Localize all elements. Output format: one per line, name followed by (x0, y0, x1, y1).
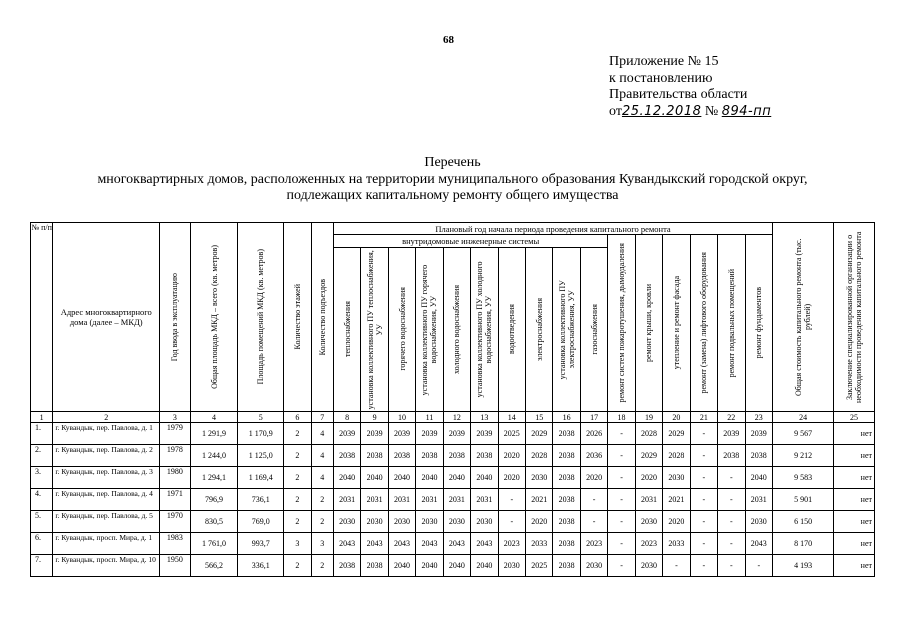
column-number: 18 (608, 412, 635, 423)
table-cell: 2020 (635, 467, 662, 489)
header-floors: Количество этажей (284, 223, 311, 412)
table-cell: - (690, 445, 717, 467)
table-cell: - (690, 489, 717, 511)
row-number-cell: 1. (31, 423, 53, 445)
table-cell: 2028 (635, 423, 662, 445)
column-number: 10 (388, 412, 415, 423)
column-number: 6 (284, 412, 311, 423)
row-number-cell: 6. (31, 533, 53, 555)
table-row (31, 511, 875, 533)
row-number-cell: 3. (31, 467, 53, 489)
header-total-cost: Общая стоимость капитального ремонта (тыс. рублей) (773, 223, 834, 412)
table-cell: 2 (311, 511, 333, 533)
column-number: 16 (553, 412, 580, 423)
table-cell: 2030 (471, 511, 498, 533)
table-cell: 2023 (635, 533, 662, 555)
table-cell: 2038 (333, 445, 360, 467)
table-cell: 2030 (388, 511, 415, 533)
table-cell: 2038 (745, 445, 773, 467)
table-cell: 2038 (333, 555, 360, 577)
table-cell: 2030 (663, 467, 690, 489)
table-cell: 2040 (745, 467, 773, 489)
table-cell: 2 (311, 555, 333, 577)
table-cell: - (608, 423, 635, 445)
table-cell: 2033 (526, 533, 553, 555)
table-cell: 2029 (526, 423, 553, 445)
table-cell: - (690, 533, 717, 555)
header-address: Адрес многоквартирного дома (далее – МКД) (53, 223, 160, 412)
table-cell: 3 (284, 533, 311, 555)
table-cell: 1971 (160, 489, 191, 511)
table-row (31, 555, 875, 577)
header-hot-water-meter: установка коллективного ПУ горячего водоснабжения, УУ (416, 247, 443, 411)
table-cell: 1 761,0 (190, 533, 238, 555)
table-cell: 2031 (443, 489, 470, 511)
table-row (31, 445, 875, 467)
table-cell: 2040 (388, 555, 415, 577)
page-number: 68 (443, 34, 454, 46)
table-cell: 2030 (443, 511, 470, 533)
appendix-line-2: к постановлению (609, 70, 713, 86)
table-cell: 2023 (498, 533, 525, 555)
table-cell: 2021 (526, 489, 553, 511)
table-cell: 1978 (160, 445, 191, 467)
table-cell: 1 291,9 (190, 423, 238, 445)
column-number: 17 (580, 412, 607, 423)
column-number: 22 (718, 412, 745, 423)
table-cell: 2 (284, 445, 311, 467)
table-cell: 2040 (361, 467, 388, 489)
table-cell: 2038 (718, 445, 745, 467)
table-cell: 2029 (635, 445, 662, 467)
row-number-cell: 4. (31, 489, 53, 511)
appendix-header (609, 54, 771, 120)
table-cell: 769,0 (238, 511, 284, 533)
column-number: 8 (333, 412, 360, 423)
table-cell: 2030 (635, 555, 662, 577)
table-cell: 2025 (526, 555, 553, 577)
table-cell: 5 901 (773, 489, 834, 511)
table-cell: 1980 (160, 467, 191, 489)
document-subtitle-line-2: подлежащих капитальному ремонту общего имущества (286, 188, 619, 203)
header-premises-area: Площадь помещений МКД (кв. метров) (238, 223, 284, 412)
column-number: 19 (635, 412, 662, 423)
table-cell: 2040 (471, 555, 498, 577)
document-title: Перечень (424, 155, 481, 170)
table-cell: 2043 (388, 533, 415, 555)
table-cell: 1 169,4 (238, 467, 284, 489)
table-cell: 4 (311, 445, 333, 467)
address-cell: г. Кувандык, пер. Павлова, д. 3 (53, 467, 160, 489)
header-elevator: ремонт (замена) лифтового оборудования (690, 235, 717, 412)
address-cell: г. Кувандык, пер. Павлова, д. 4 (53, 489, 160, 511)
table-cell: 2030 (333, 511, 360, 533)
row-number-cell: 7. (31, 555, 53, 577)
table-cell: 2043 (333, 533, 360, 555)
table-cell: 2028 (526, 445, 553, 467)
header-cold-water-meter: установка коллективного ПУ холодного водоснабжения, УУ (471, 247, 498, 411)
table-cell: 2038 (553, 445, 580, 467)
table-cell: 1950 (160, 555, 191, 577)
table-cell: 2021 (663, 489, 690, 511)
table-cell: 2039 (416, 423, 443, 445)
address-cell: г. Кувандык, просп. Мира, д. 10 (53, 555, 160, 577)
column-number: 14 (498, 412, 525, 423)
table-cell: 2040 (443, 555, 470, 577)
table-cell: - (608, 489, 635, 511)
table-cell: 1983 (160, 533, 191, 555)
header-electricity: электроснабжения (526, 247, 553, 411)
table-cell: 9 583 (773, 467, 834, 489)
table-cell: 2 (284, 489, 311, 511)
table-cell: 2039 (333, 423, 360, 445)
table-row (31, 489, 875, 511)
column-number: 23 (745, 412, 773, 423)
table-cell: 2030 (498, 555, 525, 577)
table-cell: 6 150 (773, 511, 834, 533)
table-cell: 2038 (361, 555, 388, 577)
table-cell: нет (834, 533, 875, 555)
table-cell: 2040 (388, 467, 415, 489)
table-cell: 8 170 (773, 533, 834, 555)
address-cell: г. Кувандык, пер. Павлова, д. 2 (53, 445, 160, 467)
table-cell: 2030 (526, 467, 553, 489)
table-cell: 736,1 (238, 489, 284, 511)
table-cell: 2 (284, 511, 311, 533)
table-cell: 2030 (745, 511, 773, 533)
table-cell: - (608, 445, 635, 467)
table-cell: - (608, 511, 635, 533)
table-cell: - (718, 489, 745, 511)
table-cell: - (690, 511, 717, 533)
column-number: 24 (773, 412, 834, 423)
table-cell: - (718, 467, 745, 489)
column-number: 5 (238, 412, 284, 423)
table-cell: 2043 (361, 533, 388, 555)
table-cell: 2029 (663, 423, 690, 445)
column-number: 1 (31, 412, 53, 423)
header-gas: газоснабжения (580, 247, 607, 411)
table-cell: 2043 (416, 533, 443, 555)
table-cell: 2040 (416, 467, 443, 489)
table-cell: 2026 (580, 423, 607, 445)
header-planned-year: Плановый год начала периода проведения капитального ремонта (333, 223, 772, 235)
table-cell: 2038 (553, 423, 580, 445)
table-cell: 2020 (526, 511, 553, 533)
table-cell: - (745, 555, 773, 577)
table-cell: нет (834, 555, 875, 577)
column-number: 9 (361, 412, 388, 423)
column-number: 13 (471, 412, 498, 423)
table-cell: 2039 (443, 423, 470, 445)
table-cell: нет (834, 511, 875, 533)
table-cell: - (718, 533, 745, 555)
table-cell: 336,1 (238, 555, 284, 577)
column-number: 4 (190, 412, 238, 423)
row-number-cell: 2. (31, 445, 53, 467)
table-cell: 2030 (416, 511, 443, 533)
table-row (31, 533, 875, 555)
address-cell: г. Кувандык, просп. Мира, д. 1 (53, 533, 160, 555)
table-cell: 2031 (361, 489, 388, 511)
header-drainage: водоотведения (498, 247, 525, 411)
table-cell: 2033 (663, 533, 690, 555)
appendix-line-1: Приложение № 15 (609, 54, 719, 69)
table-cell: 2020 (498, 467, 525, 489)
table-cell: - (690, 555, 717, 577)
table-cell: 2031 (333, 489, 360, 511)
table-cell: - (690, 423, 717, 445)
column-number: 11 (416, 412, 443, 423)
header-foundation: ремонт фундаментов (745, 235, 773, 412)
table-cell: 2043 (745, 533, 773, 555)
table-cell: 2 (284, 423, 311, 445)
column-number: 20 (663, 412, 690, 423)
table-cell: 2 (311, 489, 333, 511)
table-cell: 993,7 (238, 533, 284, 555)
table-cell: - (498, 489, 525, 511)
table-cell: 9 212 (773, 445, 834, 467)
table-cell: 3 (311, 533, 333, 555)
table-cell: 2038 (553, 511, 580, 533)
header-heating: теплоснабжения (333, 247, 360, 411)
table-cell: - (608, 533, 635, 555)
table-cell: 2038 (553, 489, 580, 511)
table-cell: - (498, 511, 525, 533)
table-cell: - (580, 489, 607, 511)
table-cell: 2038 (443, 445, 470, 467)
table-cell: 2038 (416, 445, 443, 467)
table-cell: 2039 (388, 423, 415, 445)
table-cell: 2031 (635, 489, 662, 511)
header-roof: ремонт крыши, кровли (635, 235, 662, 412)
table-cell: 4 (311, 467, 333, 489)
header-entrances: Количество подъездов (311, 223, 333, 412)
table-cell: 2 (284, 555, 311, 577)
table-cell: 2031 (745, 489, 773, 511)
table-row (31, 467, 875, 489)
table-cell: 1 170,9 (238, 423, 284, 445)
header-cold-water: холодного водоснабжения (443, 247, 470, 411)
table-cell: 796,9 (190, 489, 238, 511)
table-cell: 2039 (745, 423, 773, 445)
table-cell: нет (834, 489, 875, 511)
column-number: 12 (443, 412, 470, 423)
table-cell: 2031 (388, 489, 415, 511)
table-cell: 4 193 (773, 555, 834, 577)
column-number: 25 (834, 412, 875, 423)
appendix-number-sign: № (704, 103, 719, 119)
row-number-cell: 5. (31, 511, 53, 533)
header-electricity-meter: установка коллективного ПУ электроснабжения, УУ (553, 247, 580, 411)
table-cell: 2030 (361, 511, 388, 533)
table-cell: - (718, 511, 745, 533)
appendix-line-3: Правительства области (609, 87, 748, 102)
table-cell: - (580, 511, 607, 533)
document-subtitle-line-1: многоквартирных домов, расположенных на территории муниципального образования Кувандыкский городской округ, (97, 172, 808, 187)
table-cell: 2030 (635, 511, 662, 533)
header-facade: утепление и ремонт фасада (663, 235, 690, 412)
table-cell: 830,5 (190, 511, 238, 533)
table-cell: 2036 (580, 445, 607, 467)
table-cell: - (718, 555, 745, 577)
appendix-line-4 (609, 104, 771, 121)
column-number-row (31, 412, 875, 423)
table-cell: - (608, 467, 635, 489)
table-cell: 2020 (663, 511, 690, 533)
table-cell: - (663, 555, 690, 577)
table-cell: 2 (284, 467, 311, 489)
table-cell: 2025 (498, 423, 525, 445)
header-fire-systems: ремонт систем пожаротушения, дымоудаления (608, 235, 635, 412)
table-cell: - (608, 555, 635, 577)
table-cell: 2038 (471, 445, 498, 467)
header-total-area: Общая площадь МКД – всего (кв. метров) (190, 223, 238, 412)
appendix-date-prefix: от (609, 103, 622, 119)
table-cell: нет (834, 467, 875, 489)
table-cell: 2043 (443, 533, 470, 555)
table-cell: 2038 (388, 445, 415, 467)
table-cell: 2028 (663, 445, 690, 467)
header-basement: ремонт подвальных помещений (718, 235, 745, 412)
table-cell: нет (834, 423, 875, 445)
column-number: 2 (53, 412, 160, 423)
table-cell: 2020 (580, 467, 607, 489)
table-cell: 2038 (553, 555, 580, 577)
table-cell: 2043 (471, 533, 498, 555)
table-cell: 2040 (333, 467, 360, 489)
table-cell: 2038 (553, 533, 580, 555)
column-number: 15 (526, 412, 553, 423)
table-cell: 2039 (471, 423, 498, 445)
table-cell: - (690, 467, 717, 489)
appendix-date: 25.12.2018 (621, 103, 702, 119)
column-number: 3 (160, 412, 191, 423)
table-cell: 2038 (361, 445, 388, 467)
address-cell: г. Кувандык, пер. Павлова, д. 1 (53, 423, 160, 445)
table-cell: 1 244,0 (190, 445, 238, 467)
table-cell: 1 125,0 (238, 445, 284, 467)
table-cell: 2023 (580, 533, 607, 555)
column-number: 21 (690, 412, 717, 423)
table-cell: 2038 (553, 467, 580, 489)
column-number: 7 (311, 412, 333, 423)
table-cell: 2031 (416, 489, 443, 511)
table-cell: 2031 (471, 489, 498, 511)
header-heating-meter: установка коллективного ПУ теплоснабжения, УУ (361, 247, 388, 411)
table-cell: 9 567 (773, 423, 834, 445)
header-hot-water: горячего водоснабжения (388, 247, 415, 411)
header-year: Год ввода в эксплуатацию (160, 223, 191, 412)
header-engineering-systems: внутридомовые инженерные системы (333, 235, 607, 248)
table-cell: 1979 (160, 423, 191, 445)
table-cell: 2039 (718, 423, 745, 445)
table-cell: 566,2 (190, 555, 238, 577)
table-cell: 2040 (416, 555, 443, 577)
table-cell: 4 (311, 423, 333, 445)
address-cell: г. Кувандык, пер. Павлова, д. 5 (53, 511, 160, 533)
table-cell: 2039 (361, 423, 388, 445)
header-no: № п/п (31, 223, 53, 412)
repair-table (30, 222, 875, 577)
table-cell: 1 294,1 (190, 467, 238, 489)
table-row (31, 423, 875, 445)
table-cell: 1970 (160, 511, 191, 533)
table-cell: нет (834, 445, 875, 467)
table-cell: 2020 (498, 445, 525, 467)
table-cell: 2040 (471, 467, 498, 489)
table-cell: 2040 (443, 467, 470, 489)
header-conclusion: Заключение специализированной организации о необходимости проведения капитального ремонта (834, 223, 875, 412)
appendix-number: 894-пп (721, 103, 772, 119)
table-cell: 2030 (580, 555, 607, 577)
